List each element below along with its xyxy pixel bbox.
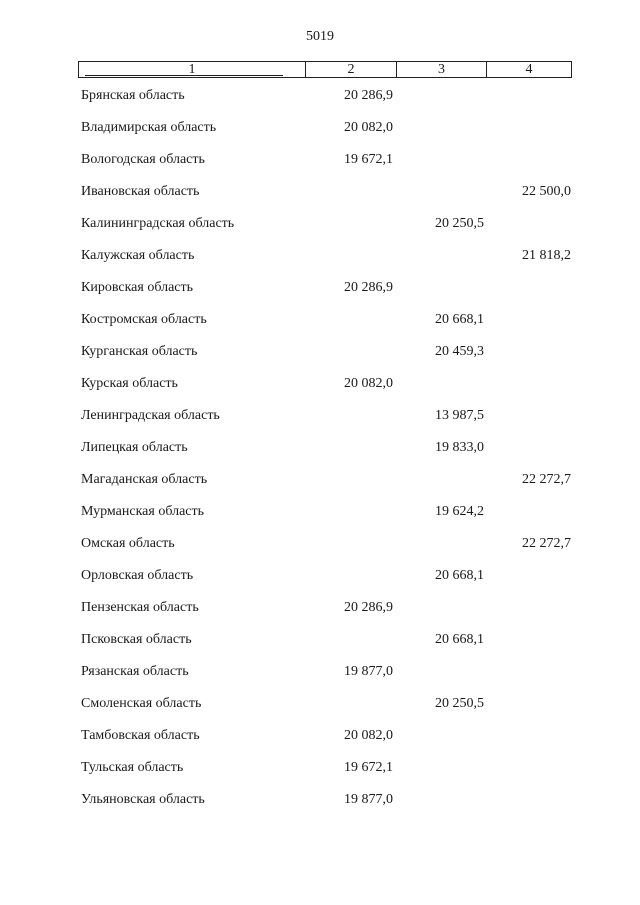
value-column-2: 20 082,0 [344, 120, 393, 135]
table-row [0, 86, 640, 118]
header-column-1: 1 [79, 62, 305, 77]
region-name: Смоленская область [81, 696, 202, 711]
region-name: Омская область [81, 536, 175, 551]
header-column-2: 2 [305, 62, 396, 77]
region-name: Ленинградская область [81, 408, 220, 423]
value-column-3: 13 987,5 [435, 408, 484, 423]
region-name: Мурманская область [81, 504, 205, 519]
region-name: Калужская область [81, 248, 195, 263]
region-name: Вологодская область [81, 152, 205, 167]
table-row [0, 374, 640, 406]
value-column-3: 20 668,1 [435, 632, 484, 647]
value-column-3: 20 250,5 [435, 216, 484, 231]
value-column-2: 19 672,1 [344, 760, 393, 775]
region-name: Брянская область [81, 88, 185, 103]
header-column-3: 3 [396, 62, 486, 77]
region-name: Тамбовская область [81, 728, 200, 743]
table-row [0, 214, 640, 246]
region-name: Тульская область [81, 760, 184, 775]
table-row [0, 726, 640, 758]
table-row [0, 310, 640, 342]
value-column-3: 20 668,1 [435, 568, 484, 583]
table-row [0, 662, 640, 694]
value-column-2: 19 877,0 [344, 792, 393, 807]
table-header [78, 61, 572, 78]
region-name: Костромская область [81, 312, 207, 327]
table-row [0, 182, 640, 214]
region-name: Липецкая область [81, 440, 188, 455]
value-column-2: 20 286,9 [344, 600, 393, 615]
value-column-4: 21 818,2 [522, 248, 571, 263]
region-name: Курская область [81, 376, 178, 391]
value-column-4: 22 272,7 [522, 536, 571, 551]
region-name: Орловская область [81, 568, 194, 583]
region-name: Пензенская область [81, 600, 199, 615]
table-row [0, 438, 640, 470]
table-row [0, 502, 640, 534]
header-column-4: 4 [486, 62, 571, 77]
table-body [0, 86, 640, 822]
value-column-3: 19 833,0 [435, 440, 484, 455]
value-column-4: 22 500,0 [522, 184, 571, 199]
value-column-3: 20 250,5 [435, 696, 484, 711]
table-row [0, 118, 640, 150]
table-row [0, 598, 640, 630]
page-number: 5019 [306, 29, 334, 44]
region-name: Владимирская область [81, 120, 217, 135]
table-row [0, 150, 640, 182]
value-column-2: 19 672,1 [344, 152, 393, 167]
table-row [0, 790, 640, 822]
region-name: Курганская область [81, 344, 198, 359]
value-column-3: 19 624,2 [435, 504, 484, 519]
region-name: Калининградская область [81, 216, 235, 231]
region-name: Ивановская область [81, 184, 200, 199]
table-row [0, 630, 640, 662]
region-name: Рязанская область [81, 664, 189, 679]
table-row [0, 342, 640, 374]
region-name: Магаданская область [81, 472, 208, 487]
table-row [0, 534, 640, 566]
table-row [0, 694, 640, 726]
value-column-2: 20 286,9 [344, 88, 393, 103]
value-column-4: 22 272,7 [522, 472, 571, 487]
value-column-2: 19 877,0 [344, 664, 393, 679]
value-column-3: 20 459,3 [435, 344, 484, 359]
value-column-2: 20 286,9 [344, 280, 393, 295]
table-row [0, 278, 640, 310]
region-name: Псковская область [81, 632, 192, 647]
value-column-2: 20 082,0 [344, 376, 393, 391]
table-row [0, 470, 640, 502]
value-column-2: 20 082,0 [344, 728, 393, 743]
region-name: Ульяновская область [81, 792, 205, 807]
table-row [0, 246, 640, 278]
region-name: Кировская область [81, 280, 194, 295]
value-column-3: 20 668,1 [435, 312, 484, 327]
table-row [0, 758, 640, 790]
table-row [0, 566, 640, 598]
table-row [0, 406, 640, 438]
